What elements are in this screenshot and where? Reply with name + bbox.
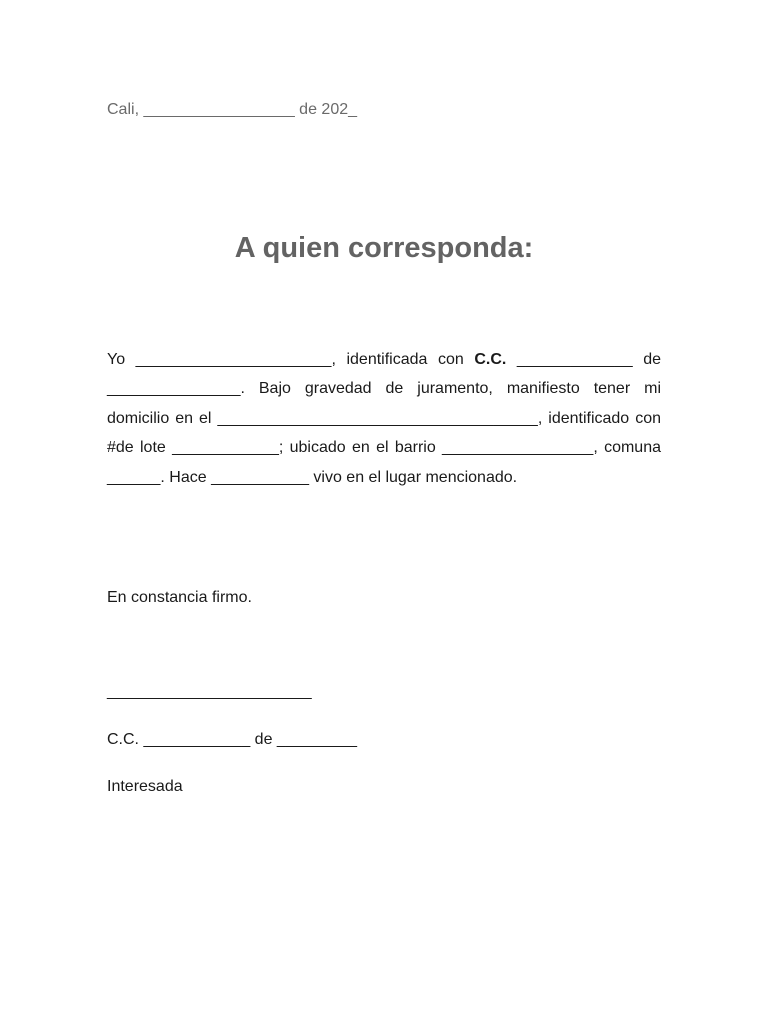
cc-label: C.C.: [474, 351, 507, 368]
signature-line: _______________________: [107, 683, 312, 700]
signer-role: Interesada: [107, 778, 183, 795]
body-paragraph: [107, 345, 661, 492]
document-title: A quien corresponda:: [234, 232, 534, 264]
closing-statement: En constancia firmo.: [107, 589, 252, 606]
body-text-part-2: _____________ de _______________. Bajo gravedad de juramento, manifiesto tener mi domicilio en el ____________________________________, identificado con #de lote ____________; ubicado en el barrio _________________, comuna ______. Hace ___________ vivo en el lugar mencionado.: [107, 351, 661, 486]
signature-id-line: C.C. ____________ de _________: [107, 731, 357, 748]
body-text-part-1: Yo ______________________, identificada con: [107, 351, 475, 368]
date-line: Cali, _________________ de 202_: [107, 101, 358, 118]
